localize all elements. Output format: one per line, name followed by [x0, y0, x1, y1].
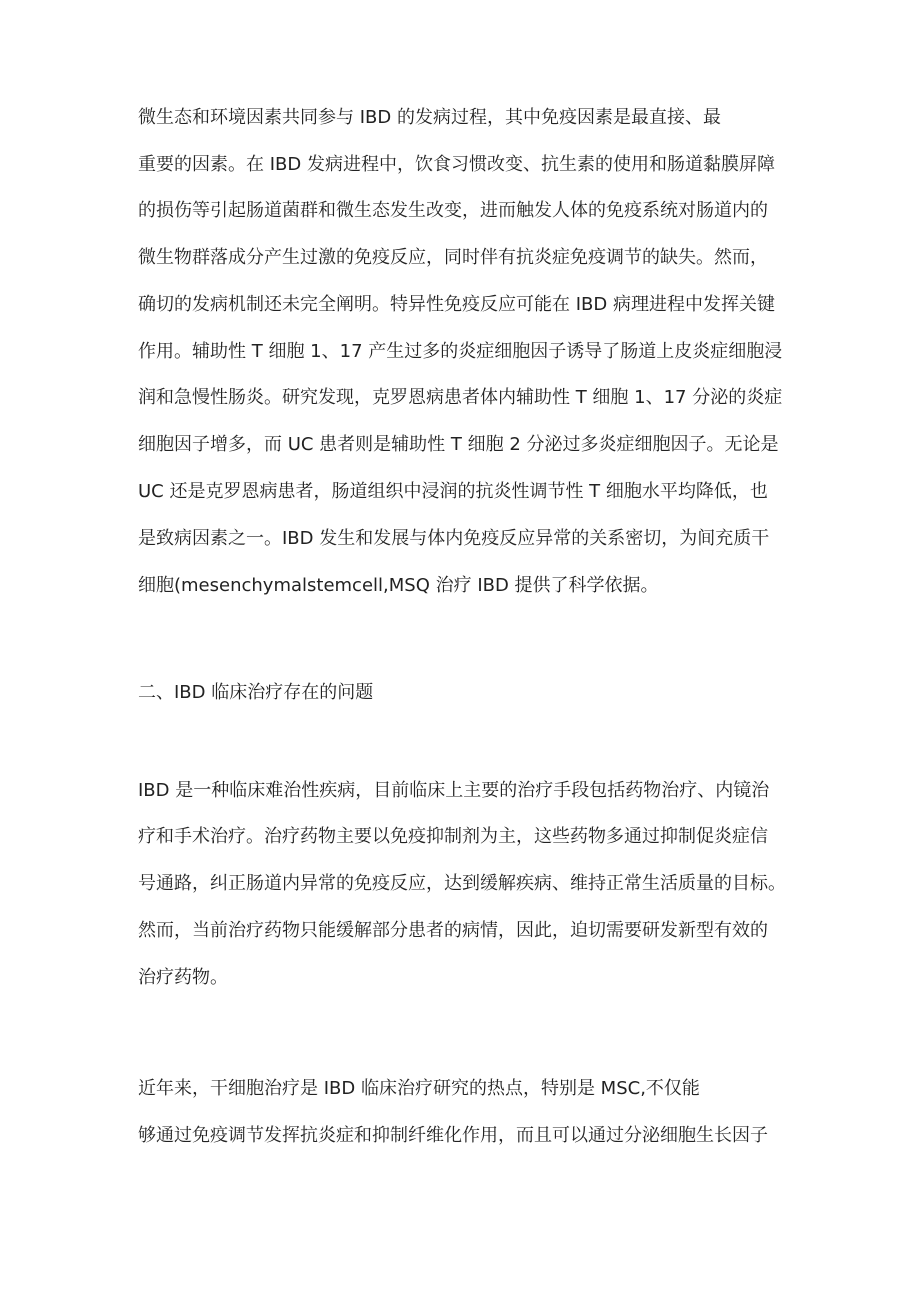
paragraph3-line-2: 够通过免疫调节发挥抗炎症和抑制纤维化作用，而且可以通过分泌细胞生长因子 [138, 1125, 768, 1146]
paragraph2-line-3: 号通路，纠正肠道内异常的免疫反应，达到缓解疾病、维持正常生活质量的目标。 [138, 873, 786, 894]
paragraph1-line-2: 重要的因素。在 IBD 发病进程中，饮食习惯改变、抗生素的使用和肠道黏膜屏障 [138, 154, 775, 175]
paragraph1-line-1: 微生态和环境因素共同参与 IBD 的发病过程，其中免疫因素是最直接、最 [138, 107, 721, 128]
paragraph1-line-3: 的损伤等引起肠道菌群和微生态发生改变，进而触发人体的免疫系统对肠道内的 [138, 200, 768, 221]
paragraph1-line-7: 润和急慢性肠炎。研究发现，克罗恩病患者体内辅助性 T 细胞 1、17 分泌的炎症 [138, 387, 783, 408]
paragraph1-line-6: 作用。辅助性 T 细胞 1、17 产生过多的炎症细胞因子诱导了肠道上皮炎症细胞浸 [138, 341, 783, 362]
paragraph2-line-1: IBD 是一种临床难治性疾病，目前临床上主要的治疗手段包括药物治疗、内镜治 [138, 780, 770, 801]
paragraph1-line-8: 细胞因子增多，而 UC 患者则是辅助性 T 细胞 2 分泌过多炎症细胞因子。无论是 [138, 434, 779, 455]
paragraph1-line-5: 确切的发病机制还未完全阐明。特异性免疫反应可能在 IBD 病理进程中发挥关键 [138, 294, 775, 315]
paragraph1-line-11: 细胞(mesenchymalstemcell,MSQ 治疗 IBD 提供了科学依据。 [138, 575, 659, 596]
paragraph1-line-10: 是致病因素之一。IBD 发生和发展与体内免疫反应异常的关系密切，为间充质干 [138, 528, 770, 549]
paragraph1-line-4: 微生物群落成分产生过激的免疫反应，同时伴有抗炎症免疫调节的缺失。然而， [138, 247, 768, 268]
paragraph2-line-4: 然而，当前治疗药物只能缓解部分患者的病情，因此，迫切需要研发新型有效的 [138, 920, 768, 941]
section-heading: 二、IBD 临床治疗存在的问题 [138, 682, 374, 703]
paragraph3-line-1: 近年来，干细胞治疗是 IBD 临床治疗研究的热点，特别是 MSC,不仅能 [138, 1078, 700, 1099]
paragraph1-line-9: UC 还是克罗恩病患者，肠道组织中浸润的抗炎性调节性 T 细胞水平均降低，也 [138, 481, 768, 502]
paragraph2-line-2: 疗和手术治疗。治疗药物主要以免疫抑制剂为主，这些药物多通过抑制促炎症信 [138, 826, 768, 847]
paragraph2-line-5: 治疗药物。 [138, 967, 228, 988]
